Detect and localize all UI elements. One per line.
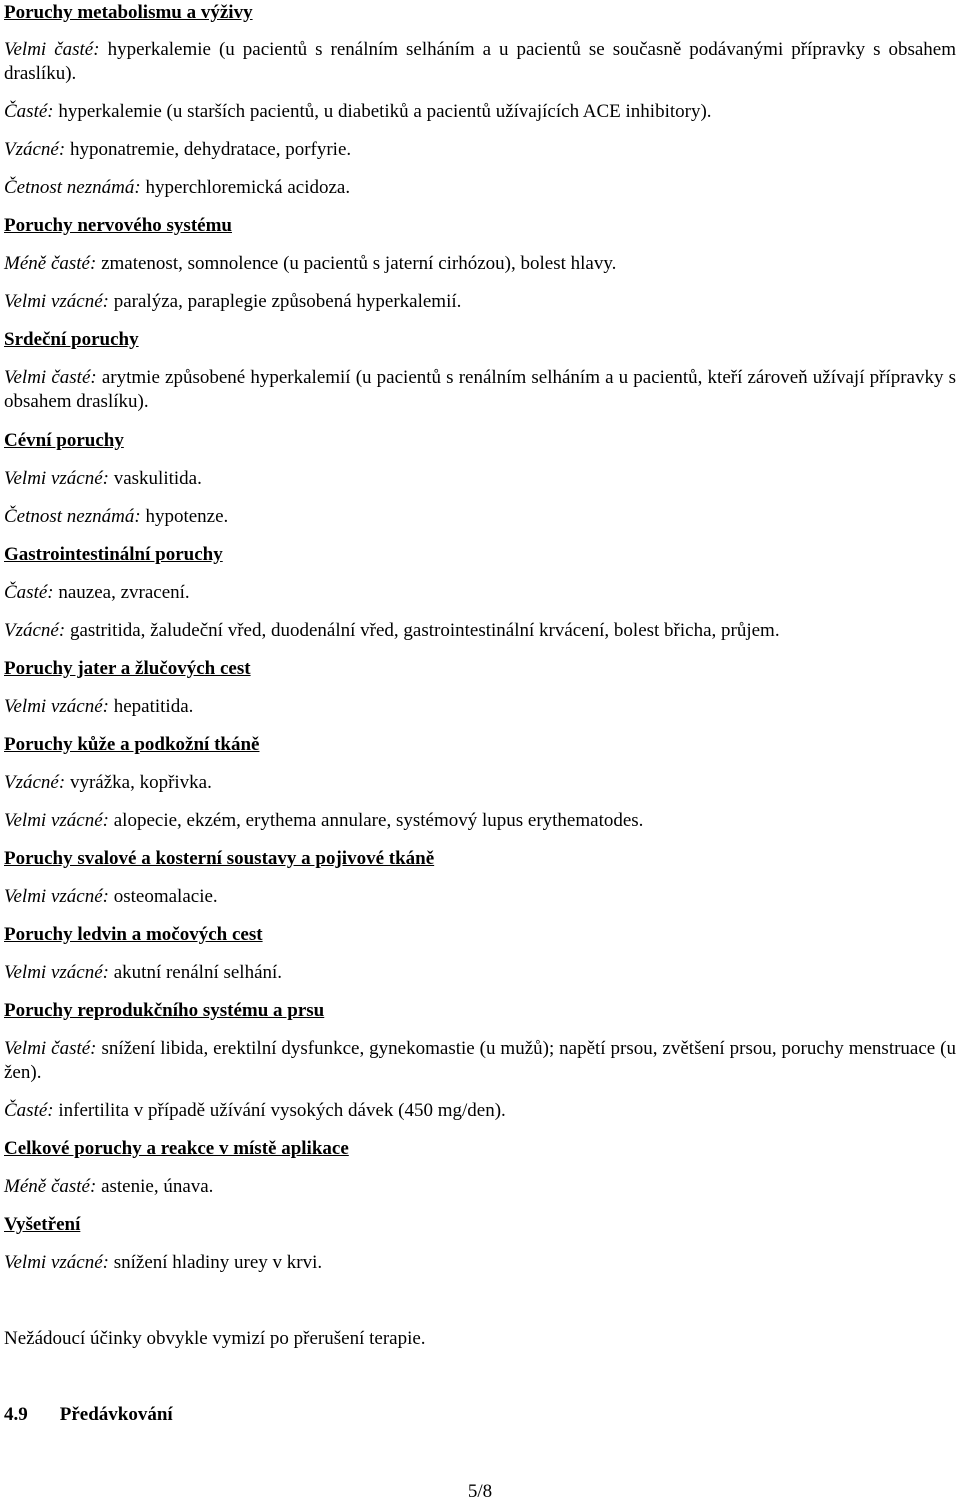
- frequency-text: hyperchloremická acidoza.: [140, 177, 351, 198]
- section-number: 4.9: [4, 1404, 28, 1425]
- frequency-entry: [4, 1037, 956, 1085]
- frequency-label: Časté:: [4, 582, 54, 603]
- frequency-text: arytmie způsobené hyperkalemií (u pacientů s renálním selháním a u pacientů, kteří zároveň užívají přípravky s obsahem draslíku).: [4, 367, 956, 412]
- frequency-text: osteomalacie.: [108, 886, 218, 907]
- section-heading-cardiac: Srdeční poruchy: [4, 329, 139, 350]
- frequency-label: Velmi časté:: [4, 367, 97, 388]
- section-title: Předávkování: [59, 1404, 173, 1425]
- frequency-entry: [4, 809, 956, 833]
- frequency-label: Velmi vzácné:: [4, 696, 109, 717]
- section-heading-general: Celkové poruchy a reakce v místě aplikace: [4, 1138, 349, 1159]
- frequency-label: Velmi časté:: [4, 1038, 97, 1059]
- frequency-entry: [4, 619, 956, 643]
- frequency-label: Vzácné:: [4, 772, 66, 793]
- frequency-entry: [4, 38, 956, 86]
- frequency-text: vaskulitida.: [108, 468, 202, 489]
- frequency-text: gastritida, žaludeční vřed, duodenální vřed, gastrointestinální krvácení, bolest břicha, průjem.: [65, 620, 780, 641]
- frequency-entry: [4, 100, 956, 124]
- section-heading-musculoskeletal: Poruchy svalové a kosterní soustavy a pojivové tkáně: [4, 848, 435, 869]
- frequency-entry: [4, 252, 956, 276]
- frequency-label: Velmi vzácné:: [4, 291, 109, 312]
- frequency-label: Velmi vzácné:: [4, 810, 109, 831]
- section-heading-skin: Poruchy kůže a podkožní tkáně: [4, 734, 260, 755]
- frequency-text: snížení hladiny urey v krvi.: [108, 1252, 323, 1273]
- frequency-entry: [4, 961, 956, 985]
- frequency-label: Časté:: [4, 1100, 54, 1121]
- page-number: 5/8: [467, 1481, 493, 1502]
- frequency-text: hepatitida.: [108, 696, 194, 717]
- frequency-text: infertilita v případě užívání vysokých dávek (450 mg/den).: [53, 1100, 506, 1121]
- frequency-entry: [4, 771, 956, 795]
- frequency-text: nauzea, zvracení.: [53, 582, 190, 603]
- frequency-entry: [4, 581, 956, 605]
- frequency-label: Velmi vzácné:: [4, 1252, 109, 1273]
- reversibility-note: Nežádoucí účinky obvykle vymizí po přerušení terapie.: [4, 1328, 426, 1349]
- frequency-text: vyrážka, kopřivka.: [65, 772, 212, 793]
- frequency-entry: [4, 366, 956, 414]
- section-heading-vascular: Cévní poruchy: [4, 430, 124, 451]
- frequency-entry: [4, 695, 956, 719]
- frequency-text: astenie, únava.: [96, 1176, 214, 1197]
- frequency-entry: [4, 176, 956, 200]
- frequency-text: snížení libida, erektilní dysfunkce, gynekomastie (u mužů); napětí prsou, zvětšení prsou, poruchy menstruace (u žen).: [4, 1038, 957, 1083]
- frequency-text: hypotenze.: [140, 506, 229, 527]
- frequency-label: Méně časté:: [4, 253, 97, 274]
- frequency-label: Velmi vzácné:: [4, 468, 109, 489]
- frequency-entry: [4, 885, 956, 909]
- section-heading-hepatobiliary: Poruchy jater a žlučových cest: [4, 658, 251, 679]
- frequency-text: hyperkalemie (u starších pacientů, u diabetiků a pacientů užívajících ACE inhibitory).: [53, 101, 712, 122]
- frequency-text: akutní renální selhání.: [108, 962, 283, 983]
- frequency-text: hyponatremie, dehydratace, porfyrie.: [65, 139, 352, 160]
- frequency-text: paralýza, paraplegie způsobená hyperkalemií.: [108, 291, 462, 312]
- frequency-entry: [4, 1099, 956, 1123]
- section-4-9-heading: [4, 1403, 956, 1427]
- frequency-label: Vzácné:: [4, 620, 66, 641]
- section-heading-gastrointestinal: Gastrointestinální poruchy: [4, 544, 223, 565]
- section-heading-investigations: Vyšetření: [4, 1214, 81, 1235]
- frequency-entry: [4, 467, 956, 491]
- frequency-label: Časté:: [4, 101, 54, 122]
- frequency-label: Vzácné:: [4, 139, 66, 160]
- frequency-entry: [4, 1251, 956, 1275]
- section-heading-renal: Poruchy ledvin a močových cest: [4, 924, 263, 945]
- section-heading-nervous-system: Poruchy nervového systému: [4, 215, 232, 236]
- frequency-text: alopecie, ekzém, erythema annulare, systémový lupus erythematodes.: [108, 810, 644, 831]
- frequency-label: Méně časté:: [4, 1176, 97, 1197]
- frequency-entry: [4, 505, 956, 529]
- frequency-entry: [4, 1175, 956, 1199]
- frequency-label: Velmi vzácné:: [4, 962, 109, 983]
- section-heading-metabolism: Poruchy metabolismu a výživy: [4, 2, 253, 23]
- frequency-entry: [4, 138, 956, 162]
- frequency-entry: [4, 290, 956, 314]
- frequency-label: Velmi vzácné:: [4, 886, 109, 907]
- frequency-label: Četnost neznámá:: [4, 506, 141, 527]
- frequency-text: hyperkalemie (u pacientů s renálním selháním a u pacientů se současně podávanými přípravky s obsahem draslíku).: [4, 39, 957, 84]
- frequency-label: Velmi časté:: [4, 39, 100, 60]
- section-heading-reproductive: Poruchy reprodukčního systému a prsu: [4, 1000, 325, 1021]
- frequency-label: Četnost neznámá:: [4, 177, 141, 198]
- frequency-text: zmatenost, somnolence (u pacientů s jaterní cirhózou), bolest hlavy.: [96, 253, 617, 274]
